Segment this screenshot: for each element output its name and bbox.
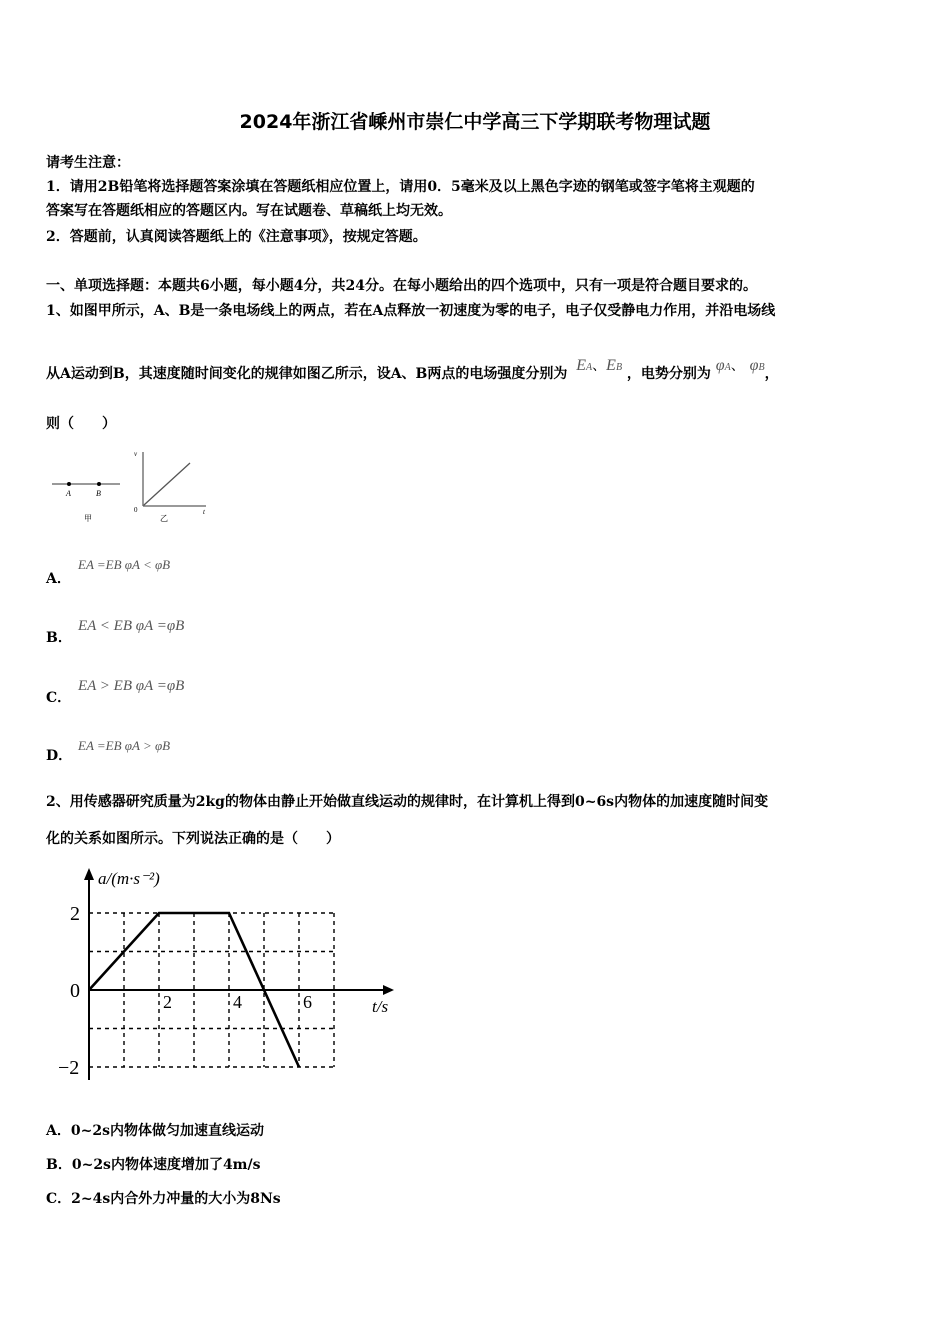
point-b-dot (97, 482, 101, 486)
y-axis-label: a/(m·s⁻²) (98, 869, 160, 888)
y-axis-arrow (84, 868, 94, 880)
q1-line-3: 则（ ） (46, 416, 116, 432)
point-a-dot (67, 482, 71, 486)
y-tick-label: −2 (58, 1057, 80, 1079)
q2-line-2: 化的关系如图所示。下列说法正确的是（ ） (46, 831, 340, 847)
q1-option-b-text: EA < EB φA =φB (78, 618, 185, 634)
x-axis-label: t/s (372, 997, 389, 1016)
axis-t-label: t (203, 508, 205, 516)
point-a-label: A (66, 489, 71, 498)
notice-heading: 请考生注意： (46, 155, 130, 171)
symbol-EA: EA (576, 357, 593, 374)
page-title: 2024年浙江省嵊州市崇仁中学高三下学期联考物理试题 (239, 111, 711, 133)
q2-option-b: B．0~2s内物体速度增加了4m/s (46, 1157, 261, 1173)
notice-line-1a: 1．请用2B铅笔将选择题答案涂填在答题纸相应位置上，请用0．5毫米及以上黑色字迹的钢笔或签字笔将主观题的 (46, 179, 755, 195)
q1-option-a-label: A． (46, 571, 71, 587)
symbol-phiB: φB (749, 357, 765, 374)
symbol-phiA: φA (715, 357, 731, 374)
origin-label: 0 (134, 506, 138, 514)
label-jia: 甲 (84, 514, 92, 523)
q1-figure (48, 446, 218, 528)
q1-option-b-label: B． (46, 630, 72, 646)
q1-option-c-label: C． (46, 690, 72, 706)
axis-v-label: v (134, 450, 138, 458)
q1-line-2: 从A运动到B，其速度随时间变化的规律如图乙所示，设A、B两点的电场强度分别为 EA、EB ，电势分别为 φA、 φB， (46, 357, 779, 382)
section-1-heading: 一、单项选择题：本题共6小题，每小题4分，共24分。在每小题给出的四个选项中，只有一项是符合题目要求的。 (46, 278, 757, 294)
x-axis-arrow (383, 985, 394, 995)
vt-line (144, 463, 190, 505)
x-tick-label: 2 (163, 992, 172, 1012)
q1-line-1: 1、如图甲所示，A、B是一条电场线上的两点，若在A点释放一初速度为零的电子，电子仅受静电力作用，并沿电场线 (46, 303, 776, 319)
q1-option-a-text: EA =EB φA < φB (78, 557, 171, 572)
q1-line-2b: ，电势分别为 (626, 366, 711, 382)
label-yi: 乙 (160, 514, 168, 523)
acceleration-time-chart (50, 862, 410, 1086)
q1-option-d-text: EA =EB φA > φB (78, 738, 171, 753)
y-tick-label: 2 (70, 903, 80, 925)
q1-line-2a: 从A运动到B，其速度随时间变化的规律如图乙所示，设A、B两点的电场强度分别为 (46, 366, 568, 382)
symbol-EB: EB (606, 357, 623, 374)
q1-option-d-label: D． (46, 748, 73, 764)
y-tick-label: 0 (70, 980, 80, 1002)
notice-line-2: 2．答题前，认真阅读答题纸上的《注意事项》，按规定答题。 (46, 229, 427, 245)
q2-line-1: 2、用传感器研究质量为2kg的物体由静止开始做直线运动的规律时，在计算机上得到0~6s内物体的加速度随时间变 (46, 794, 769, 810)
q2-option-a: A．0~2s内物体做匀加速直线运动 (46, 1123, 264, 1139)
notice-line-1b: 答案写在答题纸相应的答题区内。写在试题卷、草稿纸上均无效。 (46, 203, 452, 219)
x-tick-label: 6 (303, 992, 312, 1012)
x-tick-label: 4 (233, 992, 242, 1012)
q1-option-c-text: EA > EB φA =φB (78, 678, 185, 694)
point-b-label: B (96, 489, 101, 498)
q2-option-c: C．2~4s内合外力冲量的大小为8Ns (46, 1191, 281, 1207)
